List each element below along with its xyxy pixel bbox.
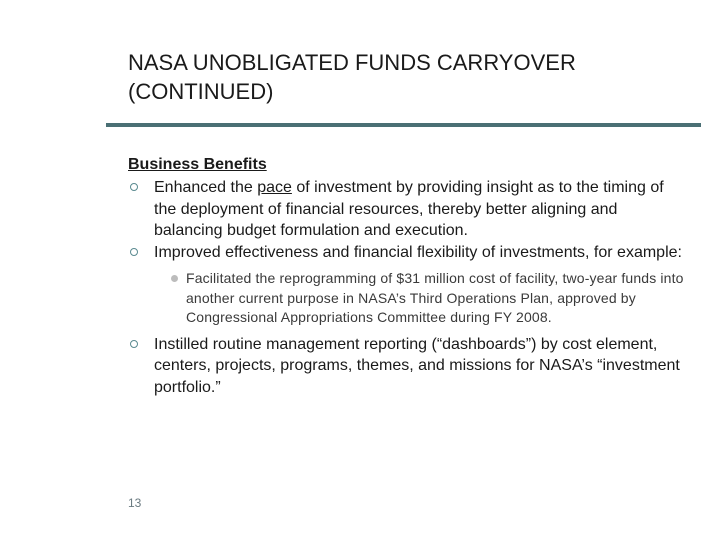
page-number: 13 — [128, 496, 142, 510]
bullet-item — [128, 334, 688, 399]
slide-body — [128, 155, 688, 398]
ring-bullet-icon — [130, 340, 138, 348]
bullet-item — [128, 242, 688, 264]
bullet-item — [128, 177, 688, 242]
bullet-text: Improved effectiveness and financial flexibility of investments, for example: — [154, 243, 682, 261]
bullet-text-emphasis: pace — [257, 179, 292, 196]
section-heading: Business Benefits — [128, 156, 267, 173]
slide-title: NASA UNOBLIGATED FUNDS CARRYOVER (CONTINUED) — [128, 50, 576, 104]
ring-bullet-icon — [130, 248, 138, 256]
title-divider — [106, 123, 701, 127]
bullet-text-after: of investment by providing insight as to the timing of the deployment of financial resources, thereby better aligning and balancing budget formulation and execution. — [154, 179, 664, 239]
bullet-text: Instilled routine management reporting (“dashboards”) by cost element, centers, projects, programs, themes, and missions for NASA’s “investment portfolio.” — [154, 335, 680, 396]
ring-bullet-icon — [130, 183, 138, 191]
sub-bullet-text: Facilitated the reprogramming of $31 million cost of facility, two-year funds into another current purpose in NASA’s Third Operations Plan, approved by Congressional Appropriations Committee during FY 2008. — [186, 270, 684, 325]
sub-bullet-item — [128, 269, 688, 328]
bullet-text-before: Enhanced the — [154, 179, 258, 196]
dot-bullet-icon — [171, 275, 178, 282]
